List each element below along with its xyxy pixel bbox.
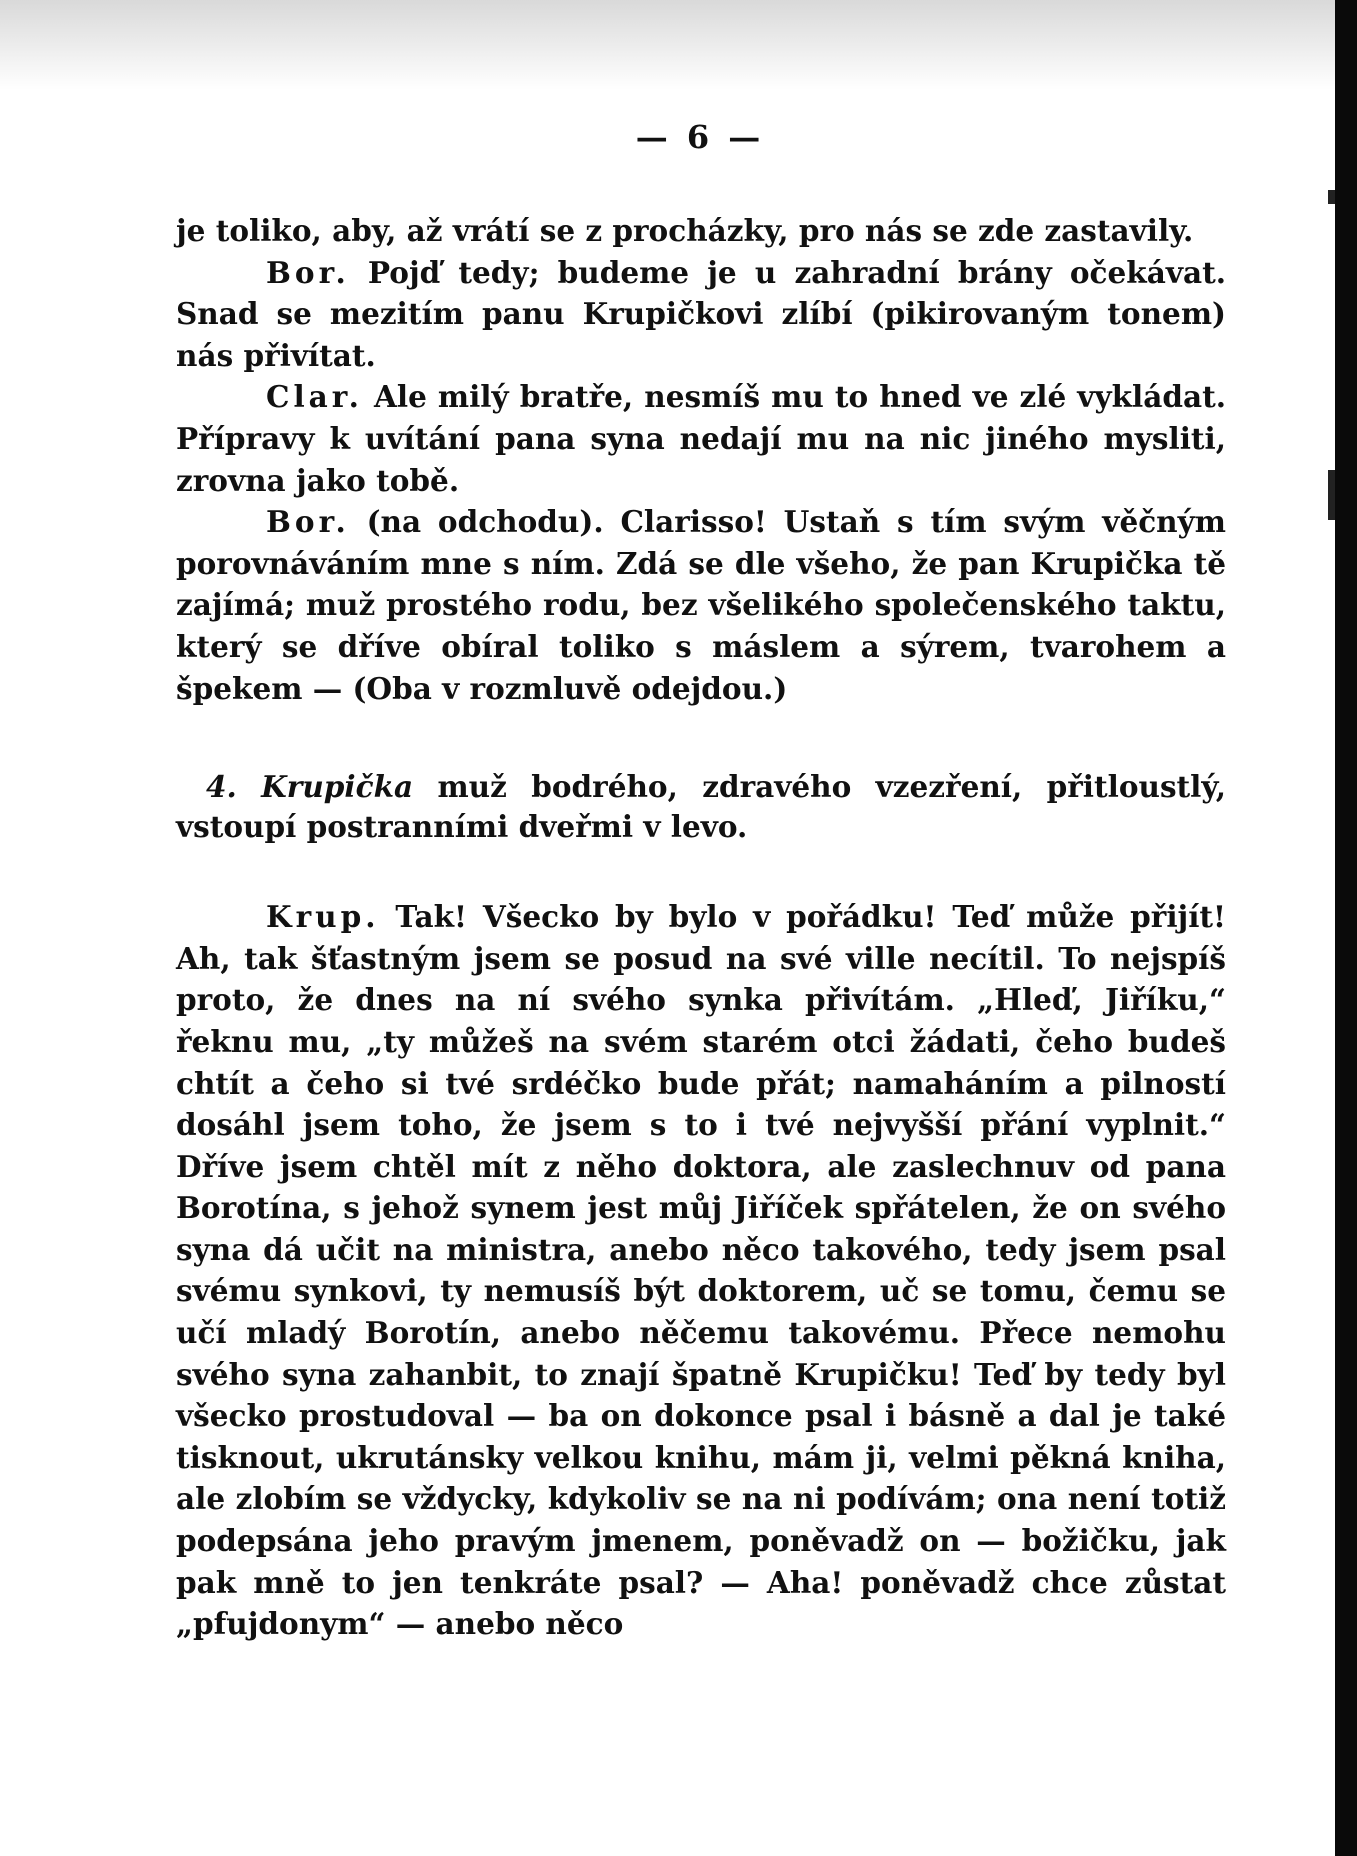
monologue-krup — [176, 896, 1226, 1645]
stage-direction-text: muž bodrého, zdravého vzezření, přitloustlý, vstoupí postranními dveřmi v levo. — [176, 769, 1226, 845]
dialogue-text: Pojď tedy; budeme je u zahradní brány očekávat. Snad se mezitím panu Krupičkovi zlíbí (pikirovaným tonem) nás přivítat. — [176, 254, 1226, 373]
dialogue-text: (na odchodu). Clarisso! Ustaň s tím svým věčným porovnáváním mne s ním. Zdá se dle všeho, že pan Krupička tě zajímá; muž prostého rodu, bez všelikého společenského taktu, který se dříve obíral toliko s máslem a sýrem, tvarohem a špekem — (Oba v rozmluvě odejdou.) — [176, 504, 1226, 706]
dialogue-line-bor-2 — [176, 501, 1226, 709]
dialogue-text: Ale milý bratře, nesmíš mu to hned ve zlé vykládat. Přípravy k uvítání pana syna nedají mu na nic jiného mysliti, zrovna jako tobě. — [176, 379, 1226, 498]
scan-edge-mark — [1328, 190, 1335, 204]
stage-direction — [176, 767, 1226, 847]
dialogue-line-clar — [176, 376, 1226, 501]
page-body — [176, 210, 1226, 1645]
speaker-name: Bor. — [266, 254, 350, 290]
speaker-name: Bor. — [266, 504, 350, 540]
character-name: Krupička — [261, 769, 414, 805]
paragraph-continuation — [176, 210, 1226, 252]
monologue-text: Tak! Všecko by bylo v pořádku! Teď může přijít! Ah, tak šťastným jsem se posud na své ville necítil. To nejspíš proto, že dnes na ní svého synka přivítám. „Hleď, Jiříku,“ řeknu mu, „ty můžeš na svém starém otci žádati, čeho budeš chtít a čeho si tvé srdéčko bude přát; namaháním a pilností dosáhl jsem toho, že jsem s to i tvé nejvyšší přání vyplnit.“ Dříve jsem chtěl mít z něho doktora, ale zaslechnuv od pana Borotína, s jehož synem jest můj Jiříček spřátelen, že on svého syna dá učit na ministra, anebo něco takového, tedy jsem psal svému synkovi, ty nemusíš být doktorem, uč se tomu, čemu se učí mladý Borotín, anebo něčemu takovému. Přece nemohu svého syna zahanbit, to znají špatně Krupičku! Teď by tedy byl všecko prostudoval — ba on dokonce psal i básně a dal je také tisknout, ukrutánsky velkou knihu, mám ji, velmi pěkná kniha, ale zlobím se vždycky, kdykoliv se na ni podívám; ona není totiž podepsána jeho pravým jmenem, poněvadž on — božičku, jak pak mně to jen tenkráte psal? — Aha! poněvadž chce zůstat „pfujdonym“ — anebo něco — [176, 899, 1226, 1642]
speaker-name: Clar. — [266, 379, 363, 415]
scan-shadow — [0, 0, 1335, 90]
paragraph-text: je toliko, aby, až vrátí se z procházky, pro nás se zde zastavily. — [176, 213, 1194, 248]
scene-number: 4. — [206, 769, 237, 805]
dialogue-line-bor-1 — [176, 252, 1226, 377]
speaker-name: Krup. — [266, 899, 380, 935]
page-number: — 6 — — [635, 118, 765, 156]
scan-border — [1335, 0, 1357, 1856]
scan-edge-mark — [1328, 470, 1335, 520]
